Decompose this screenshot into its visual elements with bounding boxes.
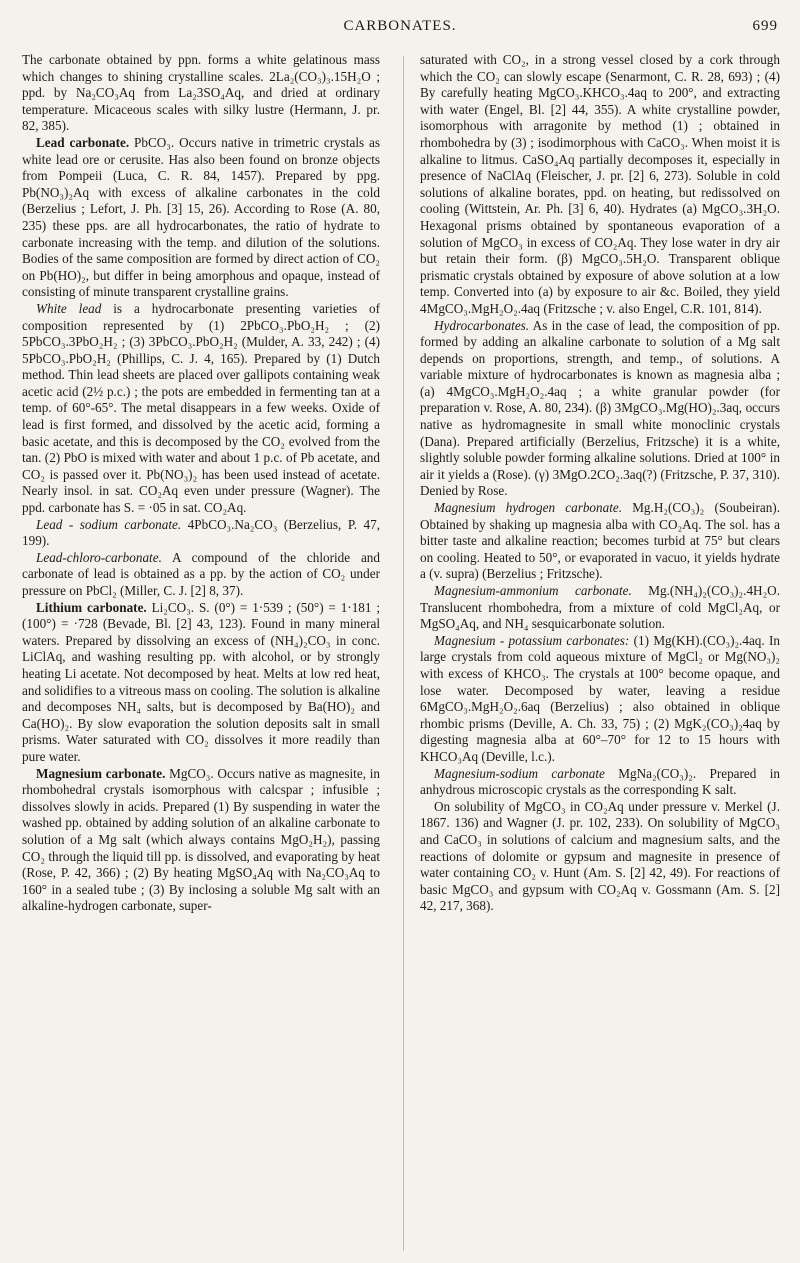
paragraph [22,517,380,550]
paragraph-text: MgNa₂(CO₃)₂. Prepared in anhydrous microscopic crystals as the corresponding K salt. [420,765,780,798]
paragraph-text: saturated with CO₂, in a strong vessel closed by a cork through which the CO₂ can slowly escape (Senarmont, C. R. 28, 693) ; (4) By carefully heating MgCO₃.KHCO₃.4aq to 200°, and extracting with water (Engel, Bl. [2] 44, 355). A white crystalline powder, isomorphous with arragonite by method (1) ; obtained in rhombohedra by (3) ; isodimorphous with CaCO₃. When moist it is alkaline to litmus. CaSO₄Aq partially decomposes it, especially in presence of NaClAq (Fleischer, J. pr. [2] 6, 273). Soluble in cold solutions of alkaline borates, ppd. on heating, but redissolved on cooling (Wittstein, Ar. Ph. [3] 6, 40). Hydrates (a) MgCO₃.3H₂O. Hexagonal prisms obtained by spontaneous evaporation of a solution of MgCO₃ in excess of CO₂Aq. They lose water in dry air but retain their form. (β) MgCO₃.5H₂O. Transparent oblique prismatic crystals obtained by exposure of above solution at a low temp. Converted into (a) by exposure to air &c. Boiled, they yield 4MgCO₃.MgH₂O₂.4aq (Fritzsche ; v. also Engel, C.R. 101, 814). [420,52,780,316]
paragraph-text: 4PbCO₃.Na₂CO₃ (Berzelius, P. 47, 199). [22,516,380,549]
running-head [0,18,800,42]
entry-heading: Hydrocarbonates. [434,317,530,333]
paragraph [22,550,380,600]
paragraph-text: Li₂CO₃. S. (0°) = 1·539 ; (50°) = 1·181 ; (100°) = ·728 (Bevade, Bl. [2] 43, 123). Found in many mineral waters. Prepared by dissolving an excess of (NH₄)₂CO₃ in conc. LiClAq, and washing resulting pp. with alcohol, or by strongly heating Li acetate. Not decomposed by heat. Melts at low red heat, and solidifies to a vitreous mass on cooling. The solution is alkaline and decomposes NH₄ salts, but is decomposed by Ba(HO)₂ and Ca(HO)₂. By slow evaporation the solution deposits salt in small prisms. Water saturated with CO₂ dissolves it more readily than pure water. [22,599,380,764]
paragraph-text: Mg.H₂(CO₃)₂ (Soubeiran). Obtained by shaking up magnesia alba with CO₂Aq. The sol. has a bitter taste and alkaline reaction; becomes turbid at 75° but clears on cooling. Heated to 50°, or evaporated in vacuo, it yields hydrate a (v. supra) (Berzelius ; Fritzsche). [420,500,780,582]
entry-heading: Magnesium-ammonium carbonate. [434,583,632,598]
paragraph-text: A compound of the chloride and carbonate of lead is obtained as a pp. by the action of CO₂ under pressure on PbCl₂ (Miller, C. J. [2] 8, 37). [22,549,380,598]
entry-heading: Magnesium hydrogen carbonate. [434,500,623,516]
page-number: 699 [752,18,778,34]
paragraph-text: On solubility of MgCO₃ in CO₂Aq under pressure v. Merkel (J. 1867. 136) and Wagner (J. pr. 102, 233). On solubility of MgCO₃ and CaCO₃ in solutions of calcium and magnesium salts, and the reactions of dolomite or gypsum and magnesite in presence of water containing CO₂ v. Hunt (Am. S. [2] 42, 49). For reactions of basic MgCO₃ and gypsum with CO₂Aq v. Gossmann (Am. S. [2] 42, 217, 368). [420,798,780,914]
paragraph [22,766,380,915]
entry-heading: Magnesium - potassium carbonates: [434,632,630,648]
running-title: CARBONATES. [343,18,457,34]
paragraph [420,633,780,766]
column-divider [403,56,404,1251]
paragraph-text: The carbonate obtained by ppn. forms a white gelatinous mass which changes to shining crystalline scales. 2La₂(CO₃)₃.15H₂O ; ppd. by Na₂CO₃Aq from La₂3SO₄Aq, and dried at ordinary temperature. Micaceous scales with silky lustre (Hermann, J. pr. 82, 385). [22,52,380,134]
entry-heading: White lead [36,300,102,316]
paragraph [420,500,780,583]
entry-heading: Lead - sodium carbonate. [36,516,182,532]
left-column [22,52,380,915]
entry-heading: Lead-chloro-carbonate. [36,549,162,565]
paragraph [22,301,380,517]
paragraph [420,583,780,633]
paragraph-text: MgCO₃. Occurs native as magnesite, in rhombohedral crystals isomorphous with calcspar ; infusible ; dissolves slowly in acids. Prepared (1) By suspending in water the washed pp. obtained by adding solution of an alkaline carbonate to solution of a Mg salt (which always contains MgO₂H₂), passing CO₂ through the liquid till pp. is dissolved, and evaporating by heat (Rose, P. 42, 366) ; (2) By heating MgSO₄Aq with Na₂CO₃Aq to 160° in a sealed tube ; (3) By inclosing a soluble Mg salt with an alkaline-hydrogen carbonate, super- [22,765,380,914]
paragraph-text: PbCO₃. Occurs native in trimetric crystals as white lead ore or cerusite. Has also been found on bronze objects from Pompeii (Luca, C. R. 84, 1457). Prepared by ppg. Pb(NO₃)₂Aq with excess of alkaline carbonates in the cold (Berzelius ; Lefort, J. Ph. [3] 15, 26). According to Rose (A. 80, 235) these pps. are all hydrocarbonates, the ratio of hydrate to carbonate increasing with the temp. and dilution of the solutions. Bodies of the same composition are formed by direct action of CO₂ on Pb(HO)₂, but differ in being amorphous and opaque, instead of consisting of minute transparent crystalline grains. [22,134,380,300]
entry-heading: Magnesium-sodium carbonate [434,765,605,781]
paragraph-text: (1) Mg(KH).(CO₃)₂.4aq. In large crystals from cold aqueous mixture of MgCl₂ or Mg(NO₃)₂ with excess of KHCO₃. The crystals at 100° become opaque, and lose water. Decomposed by water, leaving a residue 6MgCO₃.MgH₂O₂.6aq (Berzelius) ; also obtained in oblique rhombic prisms (Deville, A. Ch. 33, 75) ; (2) MgK₂(CO₃)₂4aq by digesting magnesia alba at 60°–70° for 12 to 15 hours with KHCO₃Aq (Deville, l.c.). [420,632,780,764]
paragraph [420,318,780,501]
paragraph [420,52,780,318]
entry-heading: Magnesium carbonate. [36,765,166,781]
paragraph-text: is a hydrocarbonate presenting varieties of composition represented by (1) 2PbCO₃.PbO₂H₂ ; (2) 5PbCO₃.3PbO₂H₂ ; (3) 3PbCO₃.PbO₂H₂ (Mulder, A. 33, 242) ; (4) 5PbCO₃.PbO₂H₂ (Phillips, C. J. 4, 165). Prepared by (1) Dutch method. Thin lead sheets are placed over gallipots containing weak acetic acid (2½ p.c.) ; the pots are embedded in fermenting tan at a temp. of 60°-65°. The metal disappears in a few weeks. Oxide of lead is first formed, and dissolved by the acetic acid, forming a basic acetate, and this is decomposed by the CO₂ evolved from the tan. (2) PbO is mixed with water and about 1 p.c. of Pb acetate, and CO₂ is passed over it. Pb(NO₃)₂ has been used instead of acetate. Nearly insol. in sat. CO₂Aq even under pressure (Wagner). The ppd. carbonate has S. = ·05 in sat. CO₂Aq. [22,300,380,516]
paragraph-text: Mg.(NH₄)₂(CO₃)₂.4H₂O. Translucent rhombohedra, from a mixture of cold MgCl₂Aq, or MgSO₄Aq, and NH₄ sesquicarbonate solution. [420,583,780,632]
paragraph [420,799,780,915]
paragraph [22,135,380,301]
right-column [420,52,780,915]
paragraph [420,766,780,799]
paragraph-text: As in the case of lead, the composition of pp. formed by adding an alkaline carbonate to solution of a Mg salt depends on proportions, strength, and temp., of solutions. A variable mixture of hydrocarbonates is known as magnesia alba ; (a) 4MgCO₃.MgH₂O₂.4aq ; a white granular powder (for preparation v. Rose, A. 80, 234). (β) 3MgCO₃.Mg(HO)₂.3aq, occurs native as hydromagnesite in small white monoclinic crystals (Dana). Prepared artificially (Berzelius, Fritzsche) it is a white, slightly soluble powder forming alkaline solutions. Dried at 100° in air it yields a (Rose). (γ) 3MgO.2CO₂.3aq(?) (Fritzsche, P. 37, 310). Denied by Rose. [420,317,780,499]
paragraph [22,52,380,135]
entry-heading: Lead carbonate. [36,134,130,150]
paragraph [22,600,380,766]
entry-heading: Lithium carbonate. [36,599,147,615]
